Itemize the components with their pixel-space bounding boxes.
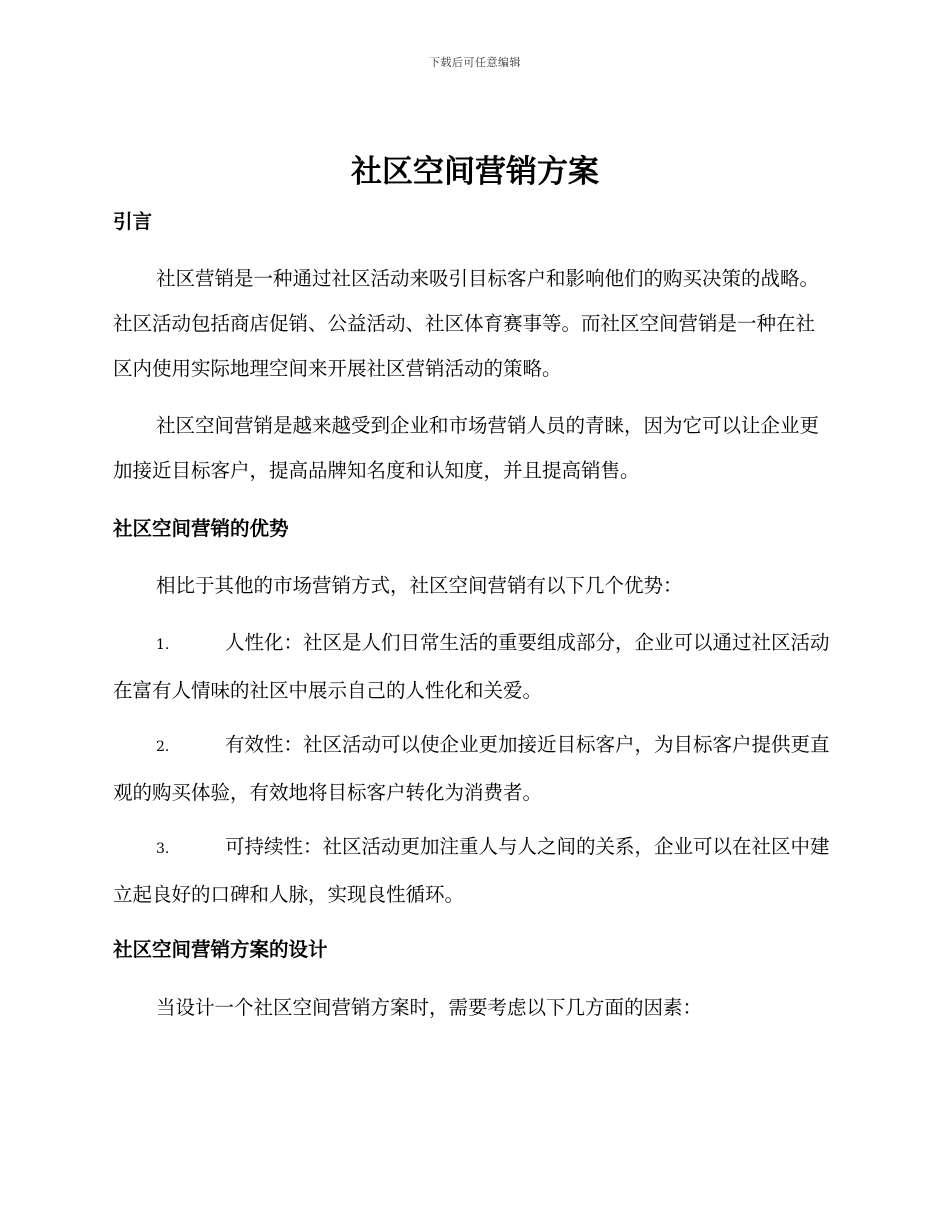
list-item	[113, 824, 833, 917]
list-item	[113, 722, 833, 815]
list-text: 人性化：社区是人们日常生活的重要组成部分，企业可以通过社区活动在富有人情味的社区中展示自己的人性化和关爱。	[113, 631, 830, 702]
design-heading: 社区空间营销方案的设计	[113, 938, 328, 961]
intro-heading: 引言	[113, 210, 153, 233]
list-text: 有效性：社区活动可以使企业更加接近目标客户，为目标客户提供更直观的购买体验，有效地将目标客户转化为消费者。	[113, 733, 830, 804]
design-intro: 当设计一个社区空间营销方案时，需要考虑以下几方面的因素：	[156, 996, 703, 1019]
header-note: 下载后可任意编辑	[429, 56, 521, 69]
list-number: 3.	[156, 841, 170, 857]
list-number: 1.	[156, 637, 170, 653]
advantages-heading: 社区空间营销的优势	[113, 517, 289, 540]
list-item	[113, 620, 833, 713]
intro-paragraph-2: 社区空间营销是越来越受到企业和市场营销人员的青睐，因为它可以让企业更加接近目标客户，提高品牌知名度和认知度，并且提高销售。	[113, 414, 820, 482]
advantages-intro: 相比于其他的市场营销方式，社区空间营销有以下几个优势：	[156, 574, 683, 597]
list-number: 2.	[156, 739, 170, 755]
intro-paragraph-1: 社区营销是一种通过社区活动来吸引目标客户和影响他们的购买决策的战略。社区活动包括商店促销、公益活动、社区体育赛事等。而社区空间营销是一种在社区内使用实际地理空间来开展社区营销活动的策略。	[113, 267, 820, 380]
list-text: 可持续性：社区活动更加注重人与人之间的关系，企业可以在社区中建立起良好的口碑和人脉，实现良性循环。	[113, 835, 830, 906]
document-title: 社区空间营销方案	[351, 154, 599, 190]
